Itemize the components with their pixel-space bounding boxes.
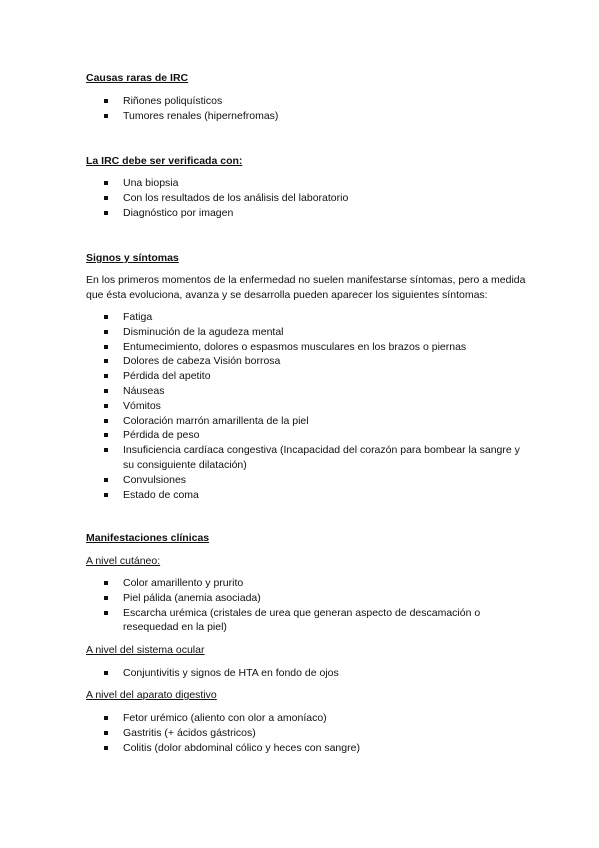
bullet-icon: [104, 746, 108, 750]
list-item: Fetor urémico (aliento con olor a amoníaco): [0, 711, 523, 726]
list-signos: [0, 310, 599, 502]
bullet-icon: [104, 596, 108, 600]
list-verificada: [0, 176, 599, 220]
bullet-icon: [104, 359, 108, 363]
bullet-icon: [104, 196, 108, 200]
list-item: Dolores de cabeza Visión borrosa: [0, 354, 523, 369]
list-item: Vómitos: [0, 399, 523, 414]
heading-verificada: La IRC debe ser verificada con:: [86, 155, 243, 167]
heading-manifestaciones: Manifestaciones clínicas: [86, 532, 210, 544]
subheading-cutaneo: A nivel cutáneo:: [86, 555, 161, 567]
bullet-icon: [104, 181, 108, 185]
list-item: Coloración marrón amarillenta de la piel: [0, 414, 523, 429]
heading-signos: Signos y síntomas: [86, 252, 179, 264]
list-item: Conjuntivitis y signos de HTA en fondo de ojos: [0, 666, 523, 681]
list-item: Náuseas: [0, 384, 523, 399]
bullet-icon: [104, 330, 108, 334]
subheading-digestivo: A nivel del aparato digestivo: [86, 689, 217, 701]
list-item: Pérdida del apetito: [0, 369, 523, 384]
bullet-icon: [104, 493, 108, 497]
bullet-icon: [104, 374, 108, 378]
bullet-icon: [104, 315, 108, 319]
subheading-ocular: A nivel del sistema ocular: [86, 644, 205, 656]
bullet-icon: [104, 404, 108, 408]
list-digestivo: [0, 711, 599, 755]
list-item: Color amarillento y prurito: [0, 576, 523, 591]
bullet-icon: [104, 345, 108, 349]
bullet-icon: [104, 611, 108, 615]
bullet-icon: [104, 716, 108, 720]
list-item: Insuficiencia cardíaca congestiva (Incapacidad del corazón para bombear la sangre y su consiguiente dilatación): [0, 443, 523, 473]
bullet-icon: [104, 671, 108, 675]
list-item: Escarcha urémica (cristales de urea que generan aspecto de descamación o resequedad en la piel): [0, 606, 523, 636]
bullet-icon: [104, 478, 108, 482]
heading-causas: Causas raras de IRC: [86, 72, 189, 84]
list-item: Tumores renales (hipernefromas): [0, 109, 523, 124]
list-item: Gastritis (+ ácidos gástricos): [0, 726, 523, 741]
list-item: Colitis (dolor abdominal cólico y heces con sangre): [0, 741, 523, 756]
bullet-icon: [104, 731, 108, 735]
bullet-icon: [104, 99, 108, 103]
list-item: Riñones poliquísticos: [0, 94, 523, 109]
paragraph-signos: En los primeros momentos de la enfermedad no suelen manifestarse síntomas, pero a medida que ésta evoluciona, avanza y se desarrolla pueden aparecer los siguientes síntomas:: [86, 274, 526, 301]
list-item: Convulsiones: [0, 473, 523, 488]
bullet-icon: [104, 448, 108, 452]
list-item: Con los resultados de los análisis del laboratorio: [0, 191, 523, 206]
list-item: Pérdida de peso: [0, 428, 523, 443]
list-ocular: [0, 666, 599, 681]
list-causas: [0, 94, 599, 124]
bullet-icon: [104, 114, 108, 118]
list-item: Disminución de la agudeza mental: [0, 325, 523, 340]
bullet-icon: [104, 433, 108, 437]
bullet-icon: [104, 419, 108, 423]
list-cutaneo: [0, 576, 599, 635]
bullet-icon: [104, 389, 108, 393]
list-item: Diagnóstico por imagen: [0, 206, 523, 221]
list-item: Una biopsia: [0, 176, 523, 191]
list-item: Piel pálida (anemia asociada): [0, 591, 523, 606]
list-item: Estado de coma: [0, 488, 523, 503]
bullet-icon: [104, 581, 108, 585]
bullet-icon: [104, 211, 108, 215]
list-item: Entumecimiento, dolores o espasmos musculares en los brazos o piernas: [0, 340, 523, 355]
list-item: Fatiga: [0, 310, 523, 325]
